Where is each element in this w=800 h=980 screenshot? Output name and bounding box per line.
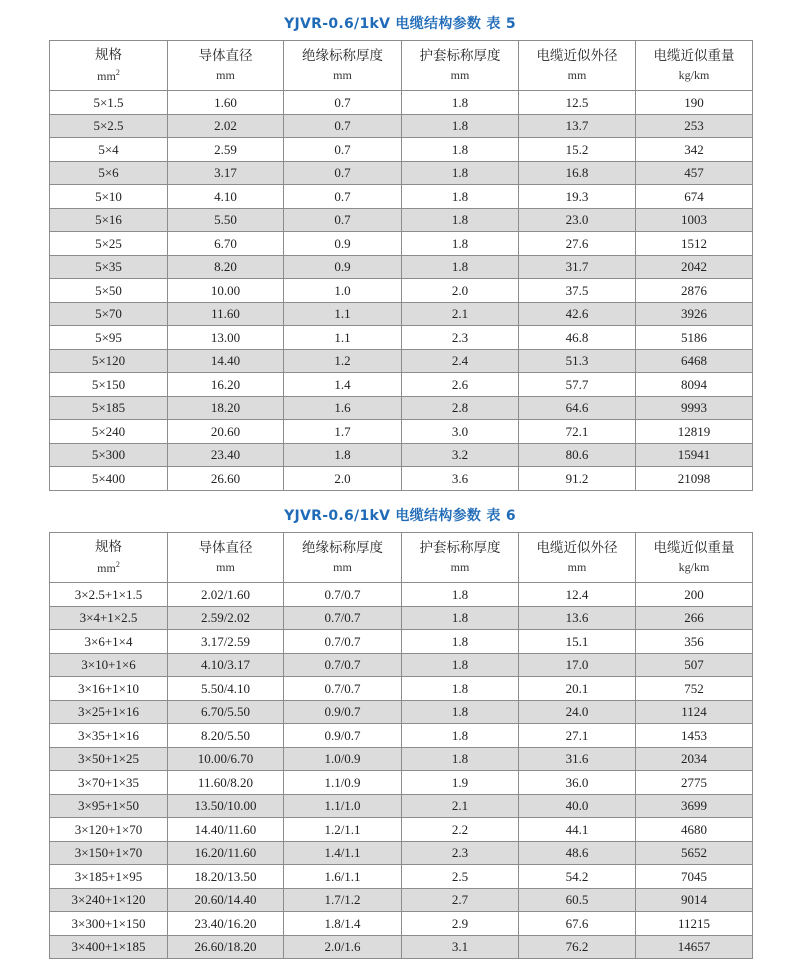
table-cell: 1.4/1.1 <box>284 841 402 865</box>
table-cell: 20.60 <box>168 420 284 444</box>
table-cell: 11215 <box>636 912 753 936</box>
table-cell: 80.6 <box>519 443 636 467</box>
table-cell: 18.20/13.50 <box>168 865 284 889</box>
table-cell: 9993 <box>636 396 753 420</box>
unit-superscript: 2 <box>115 67 120 77</box>
table-cell: 0.7/0.7 <box>284 630 402 654</box>
table-cell: 13.00 <box>168 326 284 350</box>
table-cell: 19.3 <box>519 185 636 209</box>
table-cell: 0.7/0.7 <box>284 606 402 630</box>
table-cell: 6.70/5.50 <box>168 700 284 724</box>
table-cell: 2876 <box>636 279 753 303</box>
table-cell: 23.40/16.20 <box>168 912 284 936</box>
unit-text: mm <box>216 68 235 83</box>
table-row <box>50 700 753 724</box>
table-cell: 1.7/1.2 <box>284 888 402 912</box>
table-cell: 5×400 <box>50 467 168 491</box>
table5-title: YJVR-0.6/1kV 电缆结构参数 表 5 <box>284 16 516 32</box>
table-cell: 674 <box>636 185 753 209</box>
table-row <box>50 255 753 279</box>
table-row <box>50 677 753 701</box>
table-cell: 1.8 <box>284 443 402 467</box>
table-cell: 37.5 <box>519 279 636 303</box>
table-cell: 0.7/0.7 <box>284 583 402 607</box>
table5 <box>49 40 753 491</box>
column-header-unit <box>284 561 401 573</box>
table-cell: 1.8 <box>402 232 519 256</box>
table-cell: 12.4 <box>519 583 636 607</box>
table-row <box>50 771 753 795</box>
table-cell: 15.1 <box>519 630 636 654</box>
table5-header-row <box>50 41 753 91</box>
table-cell: 1.8 <box>402 208 519 232</box>
table-cell: 1.8 <box>402 91 519 115</box>
table-cell: 4.10/3.17 <box>168 653 284 677</box>
table-row <box>50 724 753 748</box>
table-cell: 2.0 <box>402 279 519 303</box>
table-row <box>50 583 753 607</box>
column-header-name: 护套标称厚度 <box>419 539 501 556</box>
table-cell: 23.0 <box>519 208 636 232</box>
table-cell: 13.50/10.00 <box>168 794 284 818</box>
column-header-name: 电缆近似外径 <box>536 539 618 556</box>
table-cell: 1.8 <box>402 700 519 724</box>
table-cell: 31.6 <box>519 747 636 771</box>
column-header <box>284 41 402 91</box>
table-cell: 0.7 <box>284 138 402 162</box>
table-cell: 3×2.5+1×1.5 <box>50 583 168 607</box>
table-cell: 1.8 <box>402 583 519 607</box>
table-cell: 253 <box>636 114 753 138</box>
unit-text: mm <box>450 68 470 83</box>
unit-text: mm <box>333 560 352 575</box>
column-header-unit <box>284 69 401 81</box>
column-header <box>519 533 636 583</box>
table-cell: 5×2.5 <box>50 114 168 138</box>
table-cell: 3×150+1×70 <box>50 841 168 865</box>
table-cell: 1003 <box>636 208 753 232</box>
table-cell: 5.50/4.10 <box>168 677 284 701</box>
column-header <box>636 41 753 91</box>
unit-text: mm <box>567 68 587 83</box>
table-cell: 14.40/11.60 <box>168 818 284 842</box>
table-row <box>50 373 753 397</box>
table-cell: 1453 <box>636 724 753 748</box>
table-cell: 3×25+1×16 <box>50 700 168 724</box>
table-cell: 1.6 <box>284 396 402 420</box>
column-header <box>168 41 284 91</box>
column-header-unit <box>402 69 518 81</box>
column-header-name: 电缆近似重量 <box>653 47 735 64</box>
table-cell: 5652 <box>636 841 753 865</box>
table-cell: 5×120 <box>50 349 168 373</box>
table-cell: 3.1 <box>402 935 519 959</box>
table-cell: 15.2 <box>519 138 636 162</box>
table-cell: 15941 <box>636 443 753 467</box>
table-row <box>50 467 753 491</box>
table-cell: 3×16+1×10 <box>50 677 168 701</box>
table-cell: 5186 <box>636 326 753 350</box>
table-cell: 5×70 <box>50 302 168 326</box>
unit-superscript: 2 <box>115 559 120 569</box>
table-cell: 4680 <box>636 818 753 842</box>
table-cell: 2042 <box>636 255 753 279</box>
table-cell: 57.7 <box>519 373 636 397</box>
table-cell: 3×185+1×95 <box>50 865 168 889</box>
table-cell: 2.3 <box>402 841 519 865</box>
column-header <box>519 41 636 91</box>
table-cell: 21098 <box>636 467 753 491</box>
column-header-name: 绝缘标称厚度 <box>302 539 383 556</box>
column-header-unit <box>168 561 283 573</box>
table-cell: 2.7 <box>402 888 519 912</box>
table-cell: 1.7 <box>284 420 402 444</box>
table-cell: 1.8 <box>402 114 519 138</box>
table-cell: 1.0/0.9 <box>284 747 402 771</box>
table-cell: 6.70 <box>168 232 284 256</box>
table-cell: 14.40 <box>168 349 284 373</box>
table-cell: 0.7 <box>284 185 402 209</box>
table-cell: 44.1 <box>519 818 636 842</box>
column-header-unit <box>636 561 752 573</box>
table-cell: 2.0 <box>284 467 402 491</box>
column-header <box>402 533 519 583</box>
unit-text: kg/km <box>678 68 710 83</box>
table-cell: 51.3 <box>519 349 636 373</box>
table-cell: 13.6 <box>519 606 636 630</box>
table-cell: 3.0 <box>402 420 519 444</box>
table-cell: 8.20 <box>168 255 284 279</box>
table-cell: 3×120+1×70 <box>50 818 168 842</box>
table-cell: 0.7/0.7 <box>284 677 402 701</box>
table-cell: 76.2 <box>519 935 636 959</box>
table-cell: 24.0 <box>519 700 636 724</box>
table-cell: 2034 <box>636 747 753 771</box>
table-cell: 0.9 <box>284 255 402 279</box>
column-header <box>636 533 753 583</box>
column-header <box>402 41 519 91</box>
table-cell: 1.1 <box>284 302 402 326</box>
table-cell: 5×150 <box>50 373 168 397</box>
table-row <box>50 818 753 842</box>
table-cell: 2.0/1.6 <box>284 935 402 959</box>
table-cell: 356 <box>636 630 753 654</box>
column-header-unit <box>519 69 635 81</box>
table-row <box>50 443 753 467</box>
table-cell: 3.2 <box>402 443 519 467</box>
table-cell: 2.3 <box>402 326 519 350</box>
table-row <box>50 114 753 138</box>
column-header-unit <box>402 561 518 573</box>
table-row <box>50 606 753 630</box>
table-cell: 3×400+1×185 <box>50 935 168 959</box>
table-row <box>50 865 753 889</box>
table-cell: 3.17 <box>168 161 284 185</box>
table-cell: 5×35 <box>50 255 168 279</box>
table-cell: 5×300 <box>50 443 168 467</box>
table-cell: 1.8 <box>402 606 519 630</box>
table-cell: 3×70+1×35 <box>50 771 168 795</box>
table-cell: 2.9 <box>402 912 519 936</box>
unit-text: mm <box>450 560 470 575</box>
table-row <box>50 935 753 959</box>
table-cell: 1512 <box>636 232 753 256</box>
table-row <box>50 841 753 865</box>
table-cell: 1.8 <box>402 138 519 162</box>
table-cell: 91.2 <box>519 467 636 491</box>
table-cell: 2.8 <box>402 396 519 420</box>
table-cell: 20.1 <box>519 677 636 701</box>
table-row <box>50 161 753 185</box>
table-cell: 26.60/18.20 <box>168 935 284 959</box>
table-cell: 27.1 <box>519 724 636 748</box>
column-header <box>284 533 402 583</box>
table-cell: 67.6 <box>519 912 636 936</box>
table-cell: 1.8 <box>402 161 519 185</box>
table-cell: 190 <box>636 91 753 115</box>
table-cell: 0.9/0.7 <box>284 700 402 724</box>
table-cell: 10.00 <box>168 279 284 303</box>
table-row <box>50 279 753 303</box>
table-cell: 26.60 <box>168 467 284 491</box>
table6-title: YJVR-0.6/1kV 电缆结构参数 表 6 <box>284 508 516 524</box>
table-cell: 8.20/5.50 <box>168 724 284 748</box>
table-cell: 0.7 <box>284 161 402 185</box>
column-header <box>168 533 284 583</box>
table-cell: 27.6 <box>519 232 636 256</box>
table-cell: 20.60/14.40 <box>168 888 284 912</box>
table-cell: 0.9/0.7 <box>284 724 402 748</box>
unit-text: mm <box>567 560 587 575</box>
table-cell: 2.5 <box>402 865 519 889</box>
column-header-unit <box>50 561 167 574</box>
table-cell: 2.4 <box>402 349 519 373</box>
table-cell: 40.0 <box>519 794 636 818</box>
table-cell: 60.5 <box>519 888 636 912</box>
table-row <box>50 138 753 162</box>
table-cell: 10.00/6.70 <box>168 747 284 771</box>
table-cell: 64.6 <box>519 396 636 420</box>
table-cell: 16.8 <box>519 161 636 185</box>
table-cell: 5×95 <box>50 326 168 350</box>
table-cell: 1.6/1.1 <box>284 865 402 889</box>
table-cell: 1.8 <box>402 747 519 771</box>
table-row <box>50 653 753 677</box>
table-cell: 507 <box>636 653 753 677</box>
table-cell: 13.7 <box>519 114 636 138</box>
table-cell: 5×185 <box>50 396 168 420</box>
column-header-name: 绝缘标称厚度 <box>302 47 383 64</box>
table-cell: 266 <box>636 606 753 630</box>
table-row <box>50 91 753 115</box>
table-cell: 3.17/2.59 <box>168 630 284 654</box>
table-cell: 3×6+1×4 <box>50 630 168 654</box>
column-header-name: 护套标称厚度 <box>419 47 501 64</box>
table-row <box>50 630 753 654</box>
table-cell: 1.60 <box>168 91 284 115</box>
table-cell: 14657 <box>636 935 753 959</box>
column-header-name: 规格 <box>95 539 122 556</box>
table-cell: 2.1 <box>402 794 519 818</box>
table-cell: 3×95+1×50 <box>50 794 168 818</box>
table-row <box>50 396 753 420</box>
column-header <box>50 533 168 583</box>
table-cell: 457 <box>636 161 753 185</box>
table-cell: 3699 <box>636 794 753 818</box>
table-cell: 1.4 <box>284 373 402 397</box>
table-cell: 18.20 <box>168 396 284 420</box>
table-cell: 3.6 <box>402 467 519 491</box>
table-cell: 0.7 <box>284 91 402 115</box>
table-row <box>50 185 753 209</box>
table-cell: 6468 <box>636 349 753 373</box>
table-row <box>50 912 753 936</box>
table-row <box>50 888 753 912</box>
table-cell: 0.9 <box>284 232 402 256</box>
table-cell: 1.8 <box>402 677 519 701</box>
table-cell: 46.8 <box>519 326 636 350</box>
table-cell: 9014 <box>636 888 753 912</box>
table-row <box>50 302 753 326</box>
table-cell: 5×240 <box>50 420 168 444</box>
table-cell: 12819 <box>636 420 753 444</box>
table-row <box>50 349 753 373</box>
table-cell: 17.0 <box>519 653 636 677</box>
table-row <box>50 232 753 256</box>
unit-text: mm <box>97 68 116 83</box>
table-cell: 72.1 <box>519 420 636 444</box>
column-header-unit <box>50 69 167 82</box>
table-cell: 11.60 <box>168 302 284 326</box>
table-cell: 5×25 <box>50 232 168 256</box>
table-cell: 54.2 <box>519 865 636 889</box>
table-cell: 5×4 <box>50 138 168 162</box>
table-cell: 1.2/1.1 <box>284 818 402 842</box>
table-cell: 4.10 <box>168 185 284 209</box>
table-cell: 3×240+1×120 <box>50 888 168 912</box>
unit-text: mm <box>97 560 116 575</box>
table-cell: 5×1.5 <box>50 91 168 115</box>
table6-header-row <box>50 533 753 583</box>
table-cell: 42.6 <box>519 302 636 326</box>
table-cell: 2.2 <box>402 818 519 842</box>
table-cell: 16.20/11.60 <box>168 841 284 865</box>
table-cell: 1.1/0.9 <box>284 771 402 795</box>
table-row <box>50 208 753 232</box>
table-cell: 3926 <box>636 302 753 326</box>
column-header-unit <box>636 69 752 81</box>
column-header-name: 电缆近似外径 <box>536 47 618 64</box>
table-cell: 0.7 <box>284 114 402 138</box>
table-cell: 12.5 <box>519 91 636 115</box>
table-cell: 5×10 <box>50 185 168 209</box>
table-cell: 23.40 <box>168 443 284 467</box>
table-row <box>50 747 753 771</box>
table-cell: 2.1 <box>402 302 519 326</box>
column-header-name: 电缆近似重量 <box>653 539 735 556</box>
table-cell: 5.50 <box>168 208 284 232</box>
table-cell: 342 <box>636 138 753 162</box>
table-cell: 8094 <box>636 373 753 397</box>
table-cell: 2.59/2.02 <box>168 606 284 630</box>
column-header-name: 导体直径 <box>198 539 253 556</box>
table-cell: 1124 <box>636 700 753 724</box>
table-cell: 3×35+1×16 <box>50 724 168 748</box>
table-cell: 36.0 <box>519 771 636 795</box>
table-cell: 3×10+1×6 <box>50 653 168 677</box>
table-cell: 3×300+1×150 <box>50 912 168 936</box>
table-cell: 2.02/1.60 <box>168 583 284 607</box>
column-header-unit <box>168 69 283 81</box>
table-cell: 1.0 <box>284 279 402 303</box>
table-cell: 0.7 <box>284 208 402 232</box>
unit-text: mm <box>333 68 352 83</box>
table-cell: 1.2 <box>284 349 402 373</box>
table-cell: 31.7 <box>519 255 636 279</box>
table-cell: 200 <box>636 583 753 607</box>
table-cell: 1.1 <box>284 326 402 350</box>
table-cell: 1.9 <box>402 771 519 795</box>
table-cell: 1.8 <box>402 653 519 677</box>
table-cell: 1.8 <box>402 255 519 279</box>
column-header-name: 规格 <box>95 47 122 64</box>
table-cell: 1.8 <box>402 185 519 209</box>
table-cell: 5×6 <box>50 161 168 185</box>
unit-text: mm <box>216 560 235 575</box>
table-row <box>50 794 753 818</box>
table-cell: 2775 <box>636 771 753 795</box>
column-header <box>50 41 168 91</box>
table6 <box>49 532 753 959</box>
table-cell: 5×16 <box>50 208 168 232</box>
table-cell: 1.1/1.0 <box>284 794 402 818</box>
table-cell: 48.6 <box>519 841 636 865</box>
unit-text: kg/km <box>678 560 710 575</box>
column-header-unit <box>519 561 635 573</box>
table-cell: 0.7/0.7 <box>284 653 402 677</box>
table-row <box>50 326 753 350</box>
table-row <box>50 420 753 444</box>
table-cell: 1.8/1.4 <box>284 912 402 936</box>
table-cell: 3×4+1×2.5 <box>50 606 168 630</box>
table-cell: 2.02 <box>168 114 284 138</box>
table-cell: 3×50+1×25 <box>50 747 168 771</box>
table-cell: 7045 <box>636 865 753 889</box>
table-cell: 11.60/8.20 <box>168 771 284 795</box>
table-cell: 1.8 <box>402 724 519 748</box>
table-cell: 752 <box>636 677 753 701</box>
table-cell: 2.59 <box>168 138 284 162</box>
table-cell: 16.20 <box>168 373 284 397</box>
table-cell: 5×50 <box>50 279 168 303</box>
table-cell: 2.6 <box>402 373 519 397</box>
table-cell: 1.8 <box>402 630 519 654</box>
column-header-name: 导体直径 <box>198 47 253 64</box>
